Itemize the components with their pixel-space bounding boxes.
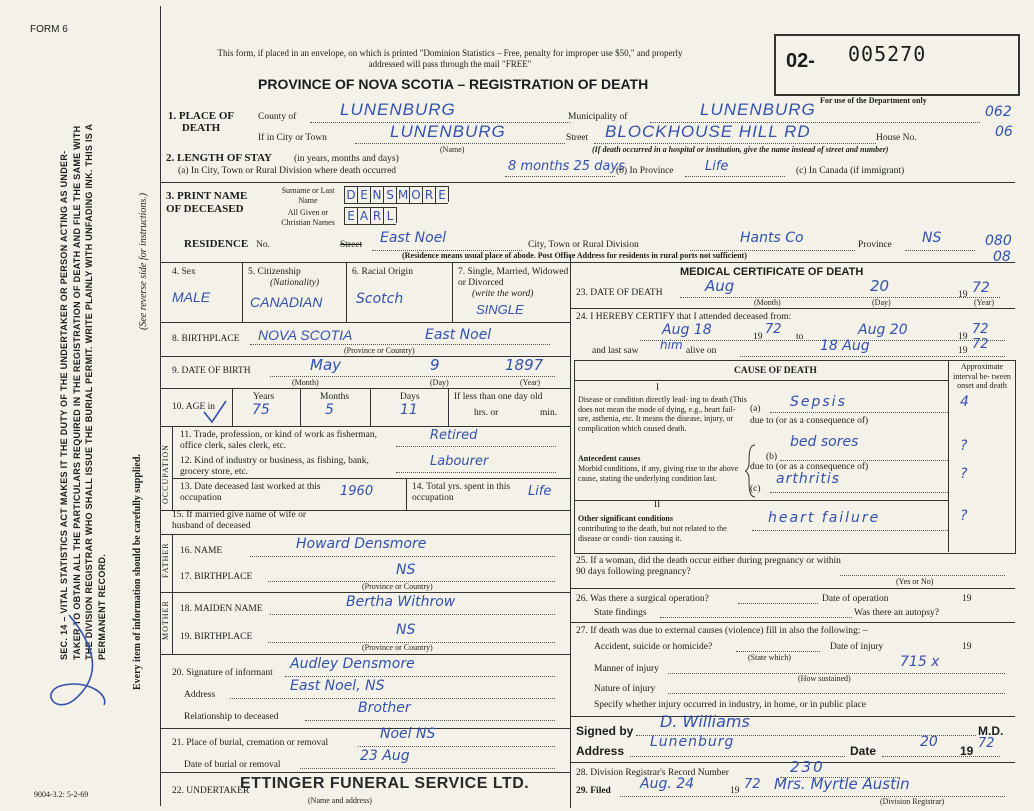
cause-a-value: Sepsis	[790, 394, 847, 410]
postal-notice: This form, if placed in an envelope, on which is printed "Dominion Statistics – Free, penalty for improper use $50," and properly addressed will pass through the mail "FREE"	[217, 48, 683, 69]
dob-day-caption: (Day)	[430, 378, 449, 387]
dept-code-2: 06	[995, 124, 1013, 140]
deceased-name-label: 3. PRINT NAME OF DECEASED	[166, 190, 248, 215]
industry-value: Labourer	[430, 454, 489, 469]
state-which-caption: (State which)	[748, 653, 791, 662]
province-label: Province	[858, 240, 892, 250]
doctor-address-value: Lunenburg	[650, 734, 735, 750]
last-saw-year: 72	[972, 337, 989, 352]
marital-value: SINGLE	[476, 302, 524, 317]
father-birthplace-label: 17. BIRTHPLACE	[180, 572, 253, 582]
informant-signature: Audley Densmore	[290, 656, 415, 672]
county-label: County of	[258, 112, 297, 122]
burial-date-label: Date of burial or removal	[184, 760, 281, 770]
signed-by-label: Signed by	[576, 724, 634, 738]
injury-date-label: Date of injury	[830, 642, 884, 652]
to-label: to	[796, 332, 804, 342]
street-label: Street	[566, 133, 589, 143]
burial-date-value: 23 Aug	[360, 748, 410, 764]
manner-label: Manner of injury	[594, 664, 659, 674]
filed-year-prefix: 19	[730, 786, 740, 796]
dob-year-caption: (Year)	[520, 378, 541, 387]
citizenship-label: 5. Citizenship	[248, 267, 301, 277]
name-letter-box: O	[409, 186, 422, 204]
dept-code-1: 062	[985, 104, 1012, 120]
q27-label: 27. If death was due to external causes (violence) fill in also the following: –	[576, 626, 868, 636]
informant-address-label: Address	[184, 690, 216, 700]
stay-b-value: Life	[705, 159, 729, 174]
informant-address: East Noel, NS	[290, 678, 385, 694]
other-conditions-value: heart failure	[768, 510, 881, 526]
total-years-value: Life	[528, 484, 552, 499]
municipality-label: Municipality of	[568, 112, 628, 122]
registrar-name: Mrs. Myrtle Austin	[774, 775, 910, 793]
undertaker-label: 22. UNDERTAKER	[172, 786, 250, 796]
operation-year-prefix: 19	[962, 594, 972, 604]
residence-value: East Noel	[380, 230, 447, 246]
state-findings-label: State findings	[594, 608, 647, 618]
mother-province-caption: (Province or Country)	[362, 643, 433, 652]
sex-value: MALE	[172, 289, 211, 305]
filed-label: 29. Filed	[576, 786, 611, 796]
last-worked-label: 13. Date deceased last worked at this occupation	[180, 482, 321, 503]
birthplace-value: NOVA SCOTIA	[258, 327, 353, 343]
reverse-note: (See reverse side for instructions.)	[138, 192, 149, 330]
name-letter-box: M	[397, 188, 409, 202]
racial-value: Scotch	[356, 291, 404, 307]
marital-caption: (write the word)	[472, 289, 534, 299]
autopsy-label: Was there an autopsy?	[854, 608, 939, 618]
mother-name-value: Bertha Withrow	[346, 594, 456, 610]
dob-day: 9	[430, 356, 440, 374]
total-years-label: 14. Total yrs. spent in this occupation	[412, 482, 511, 503]
county-value: LUNENBURG	[340, 100, 456, 119]
attend-from-year-prefix: 19	[753, 332, 763, 342]
stay-a-value: 8 months 25 days	[508, 159, 625, 174]
spouse-label: 15. If married give name of wife or husband of deceased	[172, 510, 307, 531]
due-to-b-label: due to (or as a consequence of)	[750, 462, 869, 472]
dob-label: 9. DATE OF BIRTH	[172, 366, 251, 376]
less-than-day-label: If less than one day old	[454, 392, 543, 402]
specify-label: Specify whether injury occurred in industry, in home, or in public place	[594, 700, 866, 710]
record-number-label: 28. Division Registrar's Record Number	[576, 768, 729, 778]
citizenship-value: CANADIAN	[250, 294, 323, 310]
sign-year: 72	[978, 736, 995, 751]
filed-date: Aug. 24	[640, 776, 695, 792]
birthplace-label: 8. BIRTHPLACE	[172, 334, 240, 344]
stay-b-label: (b) In Province	[616, 166, 674, 176]
dept-code-3: 080	[985, 233, 1012, 249]
residence-note: (Residence means usual place of abode. Post Office Address for residents in rural ports not sufficient)	[402, 251, 747, 260]
page-title: PROVINCE OF NOVA SCOTIA – REGISTRATION OF DEATH	[258, 76, 649, 92]
cause-c-value: arthritis	[776, 471, 841, 487]
registrar-caption: (Division Registrar)	[880, 797, 945, 806]
age-years-value: 75	[252, 402, 270, 418]
doctor-address-label: Address	[576, 744, 625, 758]
residence-city-label: City, Town or Rural Division	[528, 240, 639, 250]
attend-from-year: 72	[765, 322, 782, 337]
relationship-label: Relationship to deceased	[184, 712, 279, 722]
residence-street-struck: Street	[340, 240, 363, 250]
birthplace-extra: East Noel	[425, 327, 492, 343]
city-value: LUNENBURG	[390, 122, 506, 141]
cause-c-label: (c)	[750, 484, 761, 494]
mother-side-label: MOTHER	[161, 600, 170, 640]
q26-label: 26. Was there a surgical operation?	[576, 594, 709, 604]
stay-c-label: (c) In Canada (if immigrant)	[796, 166, 905, 176]
sign-year-prefix: 19	[960, 744, 974, 758]
attend-to: Aug 20	[858, 322, 908, 338]
death-day-caption: (Day)	[872, 298, 891, 307]
check-mark	[200, 398, 230, 428]
roman-two: II	[654, 500, 661, 510]
residence-city-value: Hants Co	[740, 230, 804, 246]
note-715: 715 x	[900, 654, 940, 670]
cause-b-value: bed sores	[790, 434, 859, 450]
age-months-label: Months	[320, 392, 350, 402]
death-year: 72	[972, 280, 990, 296]
father-name-value: Howard Densmore	[296, 536, 427, 552]
death-year-caption: (Year)	[974, 298, 995, 307]
trade-value: Retired	[430, 428, 478, 443]
interval-title: Approximate interval be- tween onset and death	[953, 362, 1011, 390]
father-side-label: FATHER	[161, 542, 170, 578]
name-letter-box: S	[383, 186, 396, 204]
undertaker-caption: (Name and address)	[308, 796, 372, 805]
form-id: FORM 6	[30, 24, 68, 35]
injury-year-prefix: 19	[962, 642, 972, 652]
given-name-label: All Given or Christian Names	[281, 208, 335, 227]
mother-birthplace-label: 19. BIRTHPLACE	[180, 632, 253, 642]
attend-label: 24. I HEREBY CERTIFY that I attended deceased from:	[576, 312, 792, 322]
death-day: 20	[870, 277, 890, 295]
mother-birthplace-value: NS	[396, 622, 416, 638]
reg-number: 005270	[848, 42, 927, 66]
other-conditions-desc: contributing to the death, but not related to the disease or condi- tion causing it.	[578, 524, 727, 543]
filed-year: 72	[744, 777, 761, 792]
stay-a-label: (a) In City, Town or Rural Division where death occurred	[178, 166, 397, 176]
name-letter-box: N	[370, 186, 383, 204]
name-letter-box: E	[435, 186, 448, 204]
name-letter-box: R	[370, 207, 383, 225]
residence-no-label: No.	[256, 240, 270, 250]
age-label: 10. AGE in	[172, 402, 216, 412]
sign-date-value: 20	[920, 734, 938, 750]
other-conditions-interval: ?	[960, 508, 968, 524]
length-of-stay-label: 2. LENGTH OF STAY	[166, 152, 272, 164]
other-conditions-label: Other significant conditions	[578, 514, 673, 523]
dob-month-caption: (Month)	[292, 378, 319, 387]
md-label: M.D.	[978, 724, 1004, 738]
name-caption: (Name)	[440, 145, 465, 154]
accident-label: Accident, suicide or homicide?	[594, 642, 713, 652]
dept-use-note: For use of the Department only	[820, 96, 927, 105]
death-year-prefix: 19	[958, 290, 968, 300]
how-sustained-caption: (How sustained)	[798, 674, 851, 683]
cause-a-label: (a)	[750, 404, 761, 414]
sign-date-label: Date	[850, 744, 877, 758]
cause-title: CAUSE OF DEATH	[734, 366, 817, 376]
operation-date-label: Date of operation	[822, 594, 889, 604]
medical-title: MEDICAL CERTIFICATE OF DEATH	[680, 266, 864, 278]
last-saw-year-prefix: 19	[958, 346, 968, 356]
dept-code-4: 08	[993, 249, 1011, 265]
nature-label: Nature of injury	[594, 684, 656, 694]
print-code: 9004-3.2: 5-2-69	[34, 790, 89, 799]
antecedent-desc: Morbid conditions, if any, giving rise to the above cause, stating the underlying condition last.	[578, 464, 739, 483]
dob-month: May	[310, 356, 342, 374]
antecedent-label: Antecedent causes	[578, 454, 641, 463]
informant-signature-label: 20. Signature of informant	[172, 668, 273, 678]
hrs-label: hrs. or	[474, 408, 499, 418]
pen-scribble	[34, 605, 114, 715]
name-box-end	[448, 186, 449, 202]
age-months-value: 5	[325, 402, 334, 418]
burial-place-value: Noel NS	[380, 726, 436, 742]
province-value: NS	[922, 230, 942, 246]
attend-to-year-prefix: 19	[958, 332, 968, 342]
cause-b-label: (b)	[766, 452, 778, 462]
surname-label: Surname or Last Name	[281, 186, 335, 205]
hospital-note: (If death occurred in a hospital or institution, give the name instead of street and number)	[592, 145, 889, 154]
name-letter-box: A	[357, 207, 370, 225]
burial-place-label: 21. Place of burial, cremation or removal	[172, 738, 329, 748]
q25-label: 25. If a woman, did the death occur either during pregnancy or within 90 days following pregnancy?	[576, 556, 841, 577]
cause-c-interval: ?	[960, 466, 968, 482]
name-letter-box: R	[422, 186, 435, 204]
marital-label: 7. Single, Married, Widowed or Divorced	[458, 267, 569, 288]
last-saw-label: and last saw	[592, 346, 639, 356]
record-number-value: 230	[790, 758, 825, 776]
father-birthplace-value: NS	[396, 562, 416, 578]
municipality-value: LUNENBURG	[700, 100, 816, 119]
due-to-a-label: due to (or as a consequence of)	[750, 416, 869, 426]
age-years-label: Years	[253, 392, 275, 402]
last-saw-date: 18 Aug	[820, 338, 870, 354]
min-label: min.	[540, 408, 558, 418]
alive-on-label: alive on	[686, 346, 717, 356]
signed-by-value: D. Williams	[660, 712, 750, 731]
occupation-side-label: OCCUPATION	[161, 444, 170, 504]
father-name-label: 16. NAME	[180, 546, 223, 556]
undertaker-stamp: ETTINGER FUNERAL SERVICE LTD.	[240, 775, 530, 792]
supply-note: Every item of information should be carefully supplied.	[132, 454, 143, 690]
yes-no-caption: (Yes or No)	[896, 577, 934, 586]
statute-text: SEC. 14 – VITAL STATISTICS ACT MAKES IT THE DUTY OF THE UNDERTAKER OR PERSON ACTING AS UNDER- TAKER TO OBTAIN ALL THE PARTICULARS REQUIRED IN THE REGISTRATION OF DEATH AND FILE THE SAME WITH THE DIVISION REGISTRAR WHO SHALL ISSUE THE BURIAL PERMIT. WRITE PLAINLY WITH UNFADING INK. THIS IS A PERMANENT RECORD.	[59, 123, 107, 660]
street-value: BLOCKHOUSE HILL RD	[605, 122, 811, 141]
racial-label: 6. Racial Origin	[352, 267, 413, 277]
cause-b-interval: ?	[960, 438, 968, 454]
reg-prefix: 02-	[786, 50, 815, 72]
sex-label: 4. Sex	[172, 267, 196, 277]
trade-label: 11. Trade, profession, or kind of work as fisherman, office clerk, sales clerk, etc.	[180, 430, 378, 451]
birthplace-caption: (Province or Country)	[344, 346, 415, 355]
industry-label: 12. Kind of industry or business, as fishing, bank, grocery store, etc.	[180, 456, 369, 477]
name-letter-box: L	[383, 207, 396, 225]
father-province-caption: (Province or Country)	[362, 582, 433, 591]
last-worked-value: 1960	[340, 484, 374, 499]
attend-from: Aug 18	[662, 322, 712, 338]
residence-label: RESIDENCE	[184, 238, 249, 250]
age-days-label: Days	[400, 392, 420, 402]
attend-to-year: 72	[972, 322, 989, 337]
death-month-caption: (Month)	[754, 298, 781, 307]
age-days-value: 11	[400, 402, 418, 418]
death-month: Aug	[705, 277, 735, 295]
house-no-label: House No.	[876, 133, 917, 143]
roman-one: I	[656, 383, 660, 393]
citizenship-caption: (Nationality)	[270, 278, 320, 288]
cause-bracket	[744, 444, 756, 498]
date-of-death-label: 23. DATE OF DEATH	[576, 288, 663, 298]
name-letter-box: D	[344, 186, 357, 204]
name-box-end	[396, 207, 397, 223]
last-saw-value: him	[660, 338, 683, 352]
relationship-value: Brother	[358, 700, 411, 716]
name-letter-box: E	[344, 207, 357, 225]
length-of-stay-caption: (in years, months and days)	[294, 154, 399, 164]
disease-label: Disease or condition directly lead- ing to death (This does not mean the mode of dying, e.g., heart fail- ure, asthenia, etc. It means the disease, injury, or complication which caused death.	[578, 395, 747, 433]
place-of-death-label: 1. PLACE OF DEATH	[167, 110, 235, 134]
name-letter-box: E	[357, 186, 370, 204]
city-label: If in City or Town	[258, 133, 327, 143]
cause-a-interval: 4	[960, 394, 969, 410]
dob-year: 1897	[505, 356, 544, 374]
mother-name-label: 18. MAIDEN NAME	[180, 604, 263, 614]
